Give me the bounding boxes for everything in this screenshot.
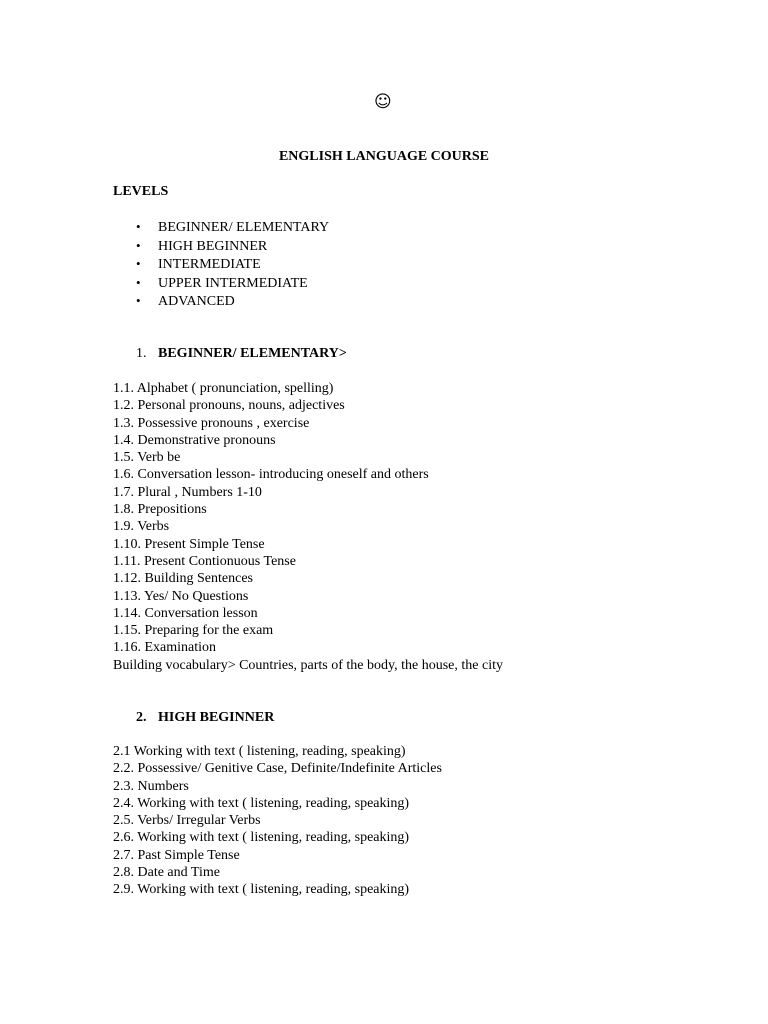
- list-item: [136, 255, 329, 274]
- bullet-icon: •: [136, 256, 141, 272]
- list-item: 1.10. Present Simple Tense: [113, 536, 265, 552]
- section-number: 1.: [136, 346, 147, 361]
- section-1-heading: [136, 344, 347, 364]
- list-item: 1.2. Personal pronouns, nouns, adjectives: [113, 398, 345, 414]
- list-item: 1.11. Present Contionuous Tense: [113, 553, 296, 569]
- document-title: [0, 147, 768, 167]
- section-2-list: [113, 743, 442, 899]
- level-label: BEGINNER/ ELEMENTARY: [158, 220, 330, 235]
- list-item: 1.13. Yes/ No Questions: [113, 588, 249, 604]
- smiley-icon: ☺: [374, 92, 392, 112]
- document-title-text: ENGLISH LANGUAGE COURSE: [278, 149, 490, 164]
- bullet-icon: •: [136, 237, 141, 253]
- list-item: 1.3. Possessive pronouns , exercise: [113, 415, 310, 431]
- list-item: 1.5. Verb be: [113, 450, 181, 466]
- level-label: ADVANCED: [158, 294, 235, 310]
- list-item: 1.15. Preparing for the exam: [113, 623, 274, 639]
- list-item: 2.9. Working with text ( listening, reading, speaking): [113, 882, 410, 898]
- level-label: UPPER INTERMEDIATE: [158, 275, 308, 291]
- list-item: 2.3. Numbers: [113, 778, 189, 794]
- list-item: Building vocabulary> Countries, parts of the body, the house, the city: [113, 657, 503, 673]
- list-item: 1.16. Examination: [113, 640, 217, 656]
- list-item: 1.14. Conversation lesson: [113, 605, 258, 621]
- section-number: 2.: [136, 710, 147, 725]
- list-item: [136, 237, 329, 256]
- level-label: HIGH BEGINNER: [158, 238, 268, 254]
- section-1-list: [113, 380, 503, 674]
- level-label: INTERMEDIATE: [158, 257, 261, 273]
- section-title: BEGINNER/ ELEMENTARY>: [158, 346, 347, 361]
- list-item: 2.1 Working with text ( listening, reading, speaking): [113, 744, 406, 759]
- list-item: 2.6. Working with text ( listening, reading, speaking): [113, 830, 410, 846]
- list-item: [136, 292, 329, 311]
- list-item: 1.7. Plural , Numbers 1-10: [113, 484, 262, 500]
- levels-list: [136, 218, 329, 311]
- bullet-icon: •: [136, 293, 141, 309]
- bullet-icon: •: [136, 274, 141, 290]
- list-item: [136, 274, 329, 293]
- section-2-heading: [136, 708, 274, 728]
- list-item: 1.9. Verbs: [113, 519, 170, 535]
- list-item: 1.4. Demonstrative pronouns: [113, 432, 276, 448]
- bullet-icon: •: [136, 219, 141, 234]
- list-item: 1.12. Building Sentences: [113, 571, 253, 587]
- list-item: 1.8. Prepositions: [113, 502, 207, 518]
- list-item: 1.6. Conversation lesson- introducing oneself and others: [113, 467, 429, 483]
- levels-heading: LEVELS: [113, 184, 169, 199]
- list-item: 2.7. Past Simple Tense: [113, 847, 240, 863]
- list-item: 1.1. Alphabet ( pronunciation, spelling): [113, 381, 334, 396]
- list-item: 2.5. Verbs/ Irregular Verbs: [113, 813, 261, 829]
- list-item: [136, 218, 329, 237]
- list-item: 2.4. Working with text ( listening, reading, speaking): [113, 795, 410, 811]
- list-item: 2.2. Possessive/ Genitive Case, Definite/Indefinite Articles: [113, 761, 442, 777]
- list-item: 2.8. Date and Time: [113, 865, 220, 881]
- section-title: HIGH BEGINNER: [158, 710, 275, 725]
